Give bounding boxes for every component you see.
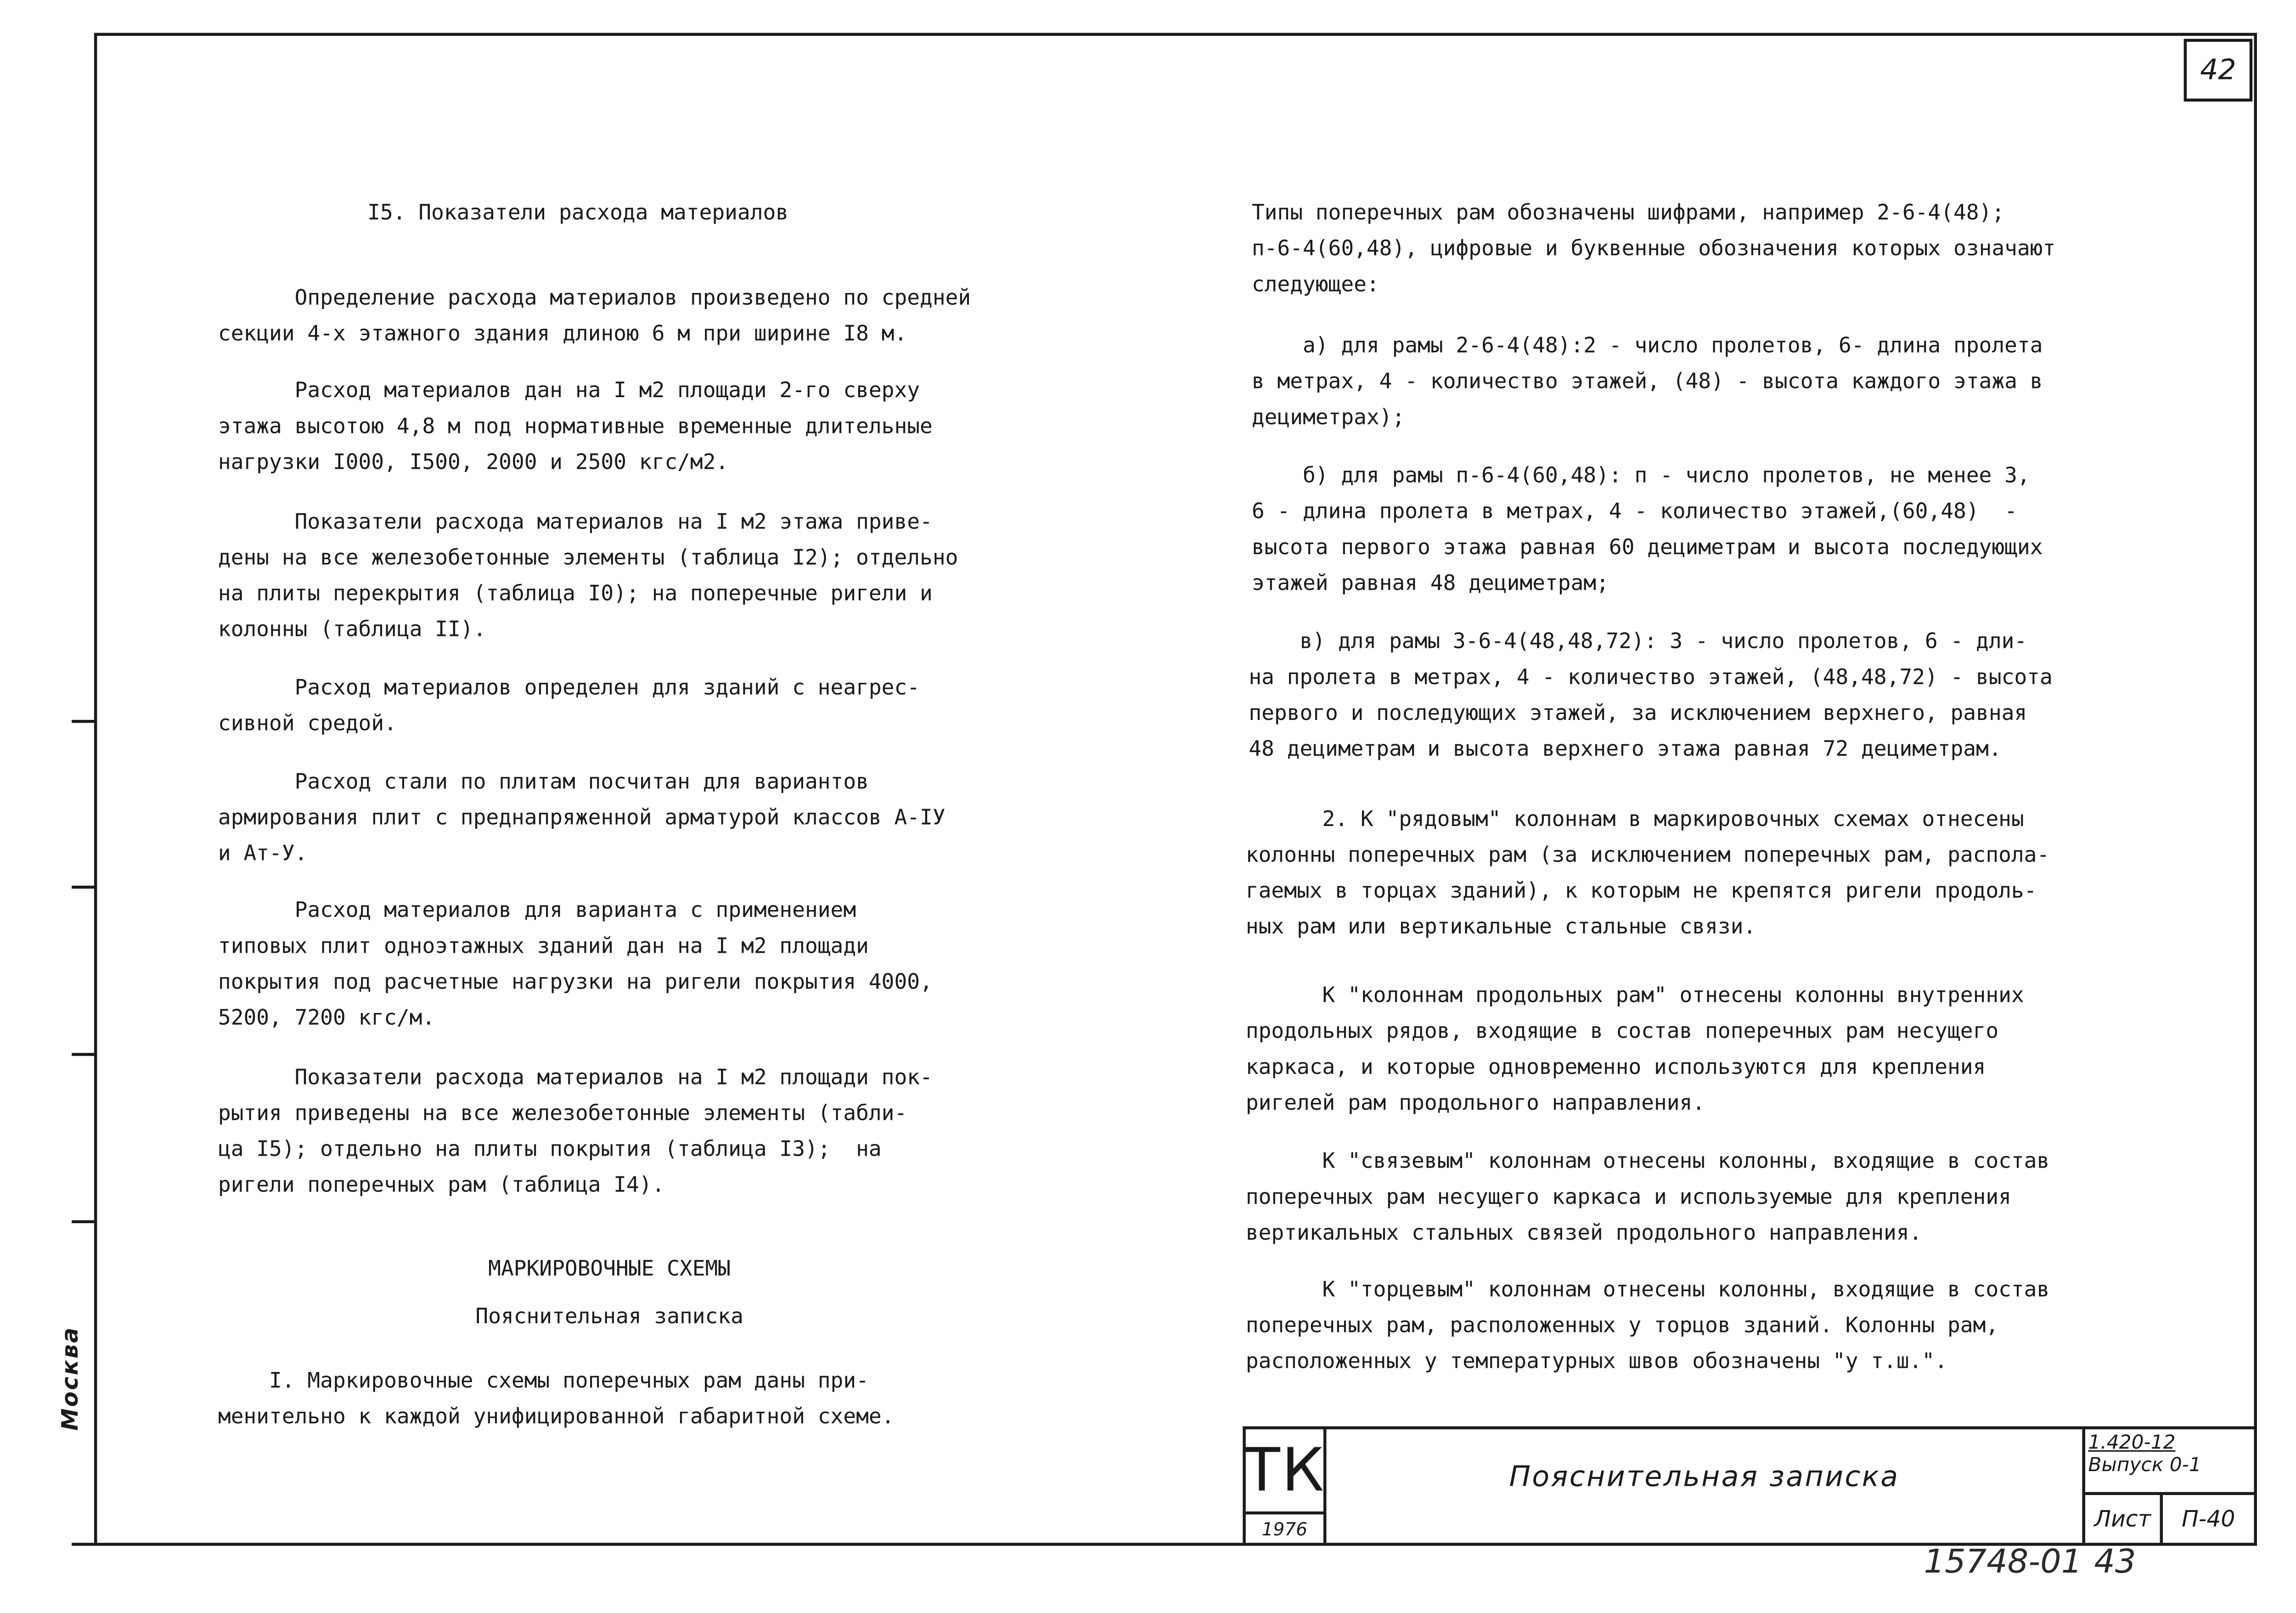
frame-top bbox=[94, 33, 2257, 36]
scheme-heading: МАРКИРОВОЧНЫЕ СХЕМЫ bbox=[488, 1257, 731, 1281]
right-paragraph: К "торцевым" колоннам отнесены колонны, входящие в состав поперечных рам, расположенных у торцов зданий. Колонны рам, расположенных у температурных швов обозначены "у т.ш.". bbox=[1245, 1278, 2050, 1374]
right-paragraph: К "колоннам продольных рам" отнесены колонны внутренних продольных рядов, входящие в состав поперечных рам несущего каркаса, и которые одновременно используются для крепления ригелей рам продольного направления. bbox=[1245, 984, 2024, 1116]
issue-number: Выпуск 0-1 bbox=[2088, 1455, 2201, 1478]
left-paragraph: Расход материалов для варианта с применением типовых плит одноэтажных зданий дан на I м2 площади покрытия под расчетные нагрузки на ригели покрытия 4000, 5200, 7200 кгс/м. bbox=[218, 899, 933, 1031]
year: 1976 bbox=[1243, 1512, 1326, 1543]
sheet-number: П-40 bbox=[2163, 1492, 2257, 1543]
binding-tick bbox=[72, 720, 96, 723]
org-mark: ТК bbox=[1243, 1426, 1326, 1511]
right-paragraph: б) для рамы п-6-4(60,48): п - число пролетов, не менее 3, 6 - длина пролета в метрах, 4 - количество этажей,(60,48) - высота первого этажа равная 60 дециметрам и высота последующих этажей равная 48 дециметрам; bbox=[1251, 464, 2043, 596]
binding-tick bbox=[72, 1220, 96, 1224]
sheet-label: Лист bbox=[2082, 1492, 2163, 1543]
left-paragraph: Определение расхода материалов произведено по средней секции 4-х этажного здания длиною 6 м при ширине I8 м. bbox=[218, 287, 971, 347]
archive-page: 43 bbox=[2094, 1544, 2136, 1582]
right-paragraph: 2. К "рядовым" колоннам в маркировочных схемах отнесены колонны поперечных рам (за исключением поперечных рам, распола- гаемых в торцах зданий), к которым не крепятся ригели продоль- ных рам или вертикальные стальные связи. bbox=[1245, 808, 2050, 940]
scheme-subheading: Пояснительная записка bbox=[475, 1305, 743, 1329]
page-number: 42 bbox=[2184, 39, 2253, 102]
document-title: Пояснительная записка bbox=[1326, 1426, 2082, 1543]
left-paragraph: Расход стали по плитам посчитан для вариантов армирования плит с преднапряженной арматурой классов А-IУ и Ат-У. bbox=[218, 770, 945, 866]
binding-tick bbox=[72, 1053, 96, 1056]
code-number: 1.420-12 bbox=[2088, 1432, 2176, 1455]
right-paragraph: в) для рамы 3-6-4(48,48,72): 3 - число пролетов, 6 - дли- на пролета в метрах, 4 - количество этажей, (48,48,72) - высота первого и последующих этажей, за исключением верхнего, равная 48 дециметрам и высота верхнего этажа равная 72 дециметрам. bbox=[1249, 630, 2053, 762]
right-paragraph: К "связевым" колоннам отнесены колонны, входящие в состав поперечных рам несущего каркаса и используемые для крепления вертикальных стальных связей продольного направления. bbox=[1245, 1150, 2050, 1246]
left-paragraph: Расход материалов определен для зданий с неагрес- сивной средой. bbox=[218, 676, 920, 736]
right-paragraph: а) для рамы 2-6-4(48):2 - число пролетов, 6- длина пролета в метрах, 4 - количество этажей, (48) - высота каждого этажа в дециметрах); bbox=[1251, 334, 2043, 430]
left-paragraph: Показатели расхода материалов на I м2 площади пок- рытия приведены на все железобетонные элементы (табли- ца I5); отдельно на плиты покрытия (таблица I3); на ригели поперечных рам (таблица I4). bbox=[218, 1066, 933, 1198]
left-paragraph: I. Маркировочные схемы поперечных рам даны при- менительно к каждой унифицированной габаритной схеме. bbox=[218, 1369, 895, 1429]
frame-left bbox=[94, 33, 97, 1546]
series-code bbox=[2082, 1426, 2257, 1492]
binding-tick bbox=[72, 886, 96, 889]
right-paragraph: Типы поперечных рам обозначены шифрами, например 2-6-4(48); п-6-4(60,48), цифровые и буквенные обозначения которых означают следующее: bbox=[1251, 202, 2056, 298]
frame-right bbox=[2254, 33, 2257, 1546]
city-label: Москва bbox=[56, 1326, 84, 1431]
left-paragraph: Показатели расхода материалов на I м2 этажа приве- дены на все железобетонные элементы (таблица I2); отдельно на плиты перекрытия (таблица I0); на поперечные ригели и колонны (таблица II). bbox=[218, 511, 958, 642]
title-block bbox=[1243, 1426, 2257, 1543]
archive-number: 15748-01 bbox=[1924, 1544, 2082, 1582]
section-title: I5. Показатели расхода материалов bbox=[367, 202, 789, 226]
left-paragraph: Расход материалов дан на I м2 площади 2-го сверху этажа высотою 4,8 м под нормативные временные длительные нагрузки I000, I500, 2000 и 2500 кгс/м2. bbox=[218, 379, 933, 475]
